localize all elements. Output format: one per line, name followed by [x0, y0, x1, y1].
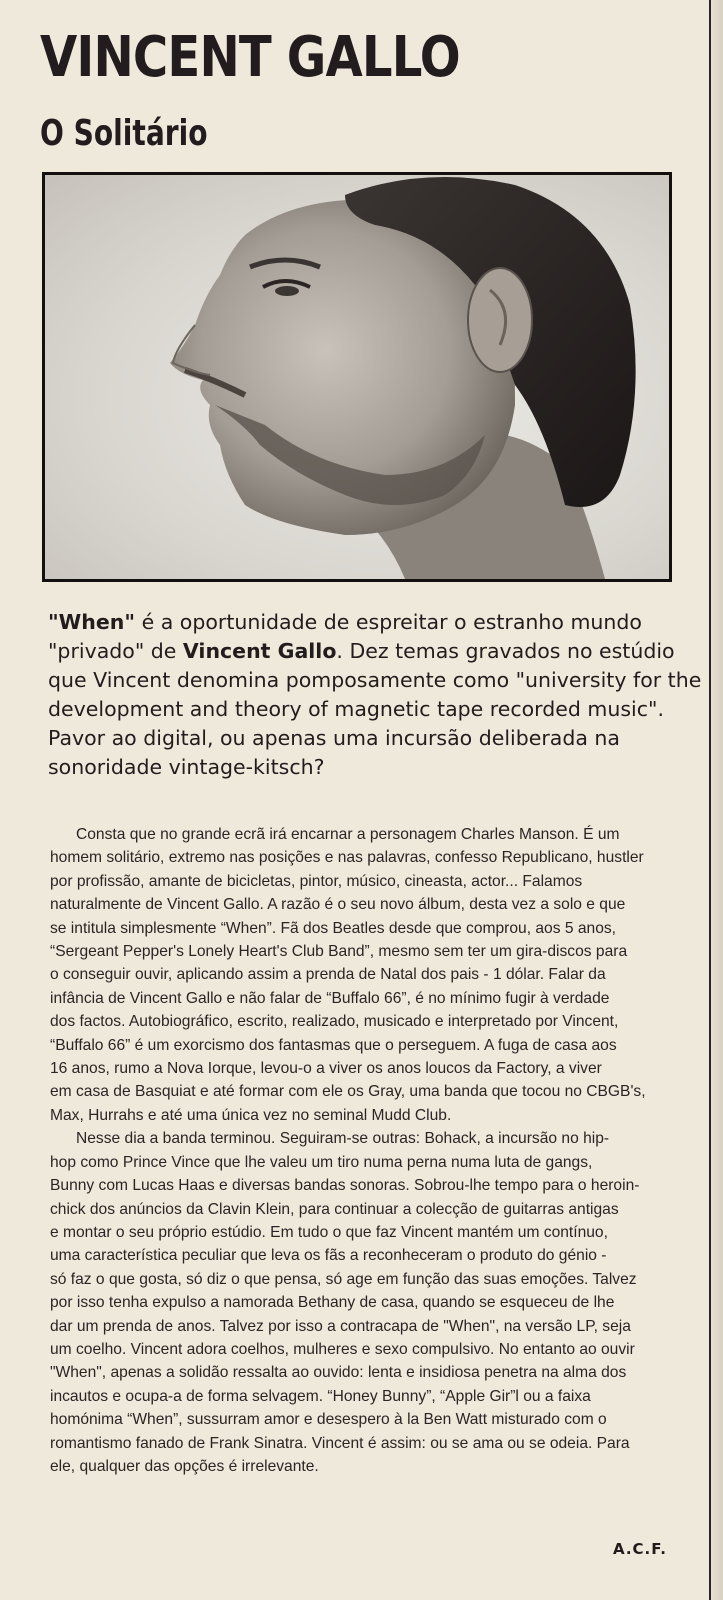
- body-line: "When", apenas a solidão ressalta ao ouvido: lenta e insidiosa penetra na alma dos: [50, 1364, 627, 1382]
- body-line: ele, qualquer das opções é irrelevante.: [50, 1457, 319, 1475]
- article-body: [50, 823, 685, 1478]
- body-line: dar um prenda de anos. Talvez por isso a contracapa de "When", na versão LP, seja: [50, 1317, 631, 1335]
- body-line: “Buffalo 66” é um exorcismo dos fantasmas que o perseguem. A fuga de casa aos: [50, 1036, 617, 1054]
- body-line: hop como Prince Vince que lhe valeu um tiro numa perna numa luta de gangs,: [50, 1153, 593, 1171]
- body-line: em casa de Basquiat e até formar com ele os Gray, uma banda que tocou no CBGB's,: [50, 1083, 646, 1101]
- lead-paragraph: [48, 608, 702, 782]
- body-line: se intitula simplesmente “When”. Fã dos Beatles desde que comprou, aos 5 anos,: [50, 919, 617, 937]
- body-line: um coelho. Vincent adora coelhos, mulheres e sexo compulsivo. No entanto ao ouvir: [50, 1340, 635, 1358]
- body-line: dos factos. Autobiográfico, escrito, realizado, musicado e interpretado por Vincent,: [50, 1013, 619, 1031]
- body-line: Max, Hurrahs e até uma única vez no seminal Mudd Club.: [50, 1106, 452, 1124]
- page-edge: [709, 0, 723, 1600]
- body-line: homónima “When”, sussurram amor e desespero à la Ben Watt misturado com o: [50, 1411, 607, 1429]
- body-line: incautos e ocupa-a de forma selvagem. “Honey Bunny”, “Apple Gir”l ou a faixa: [50, 1387, 591, 1405]
- lead-album-title: "When": [48, 610, 136, 634]
- body-line: Bunny com Lucas Haas e diversas bandas sonoras. Sobrou-lhe tempo para o heroin-: [50, 1177, 640, 1195]
- body-line: infância de Vincent Gallo e não falar de “Buffalo 66”, é no mínimo fugir à verdade: [50, 989, 610, 1007]
- body-line: o conseguir ouvir, aplicando assim a prenda de Natal dos pais - 1 dólar. Falar da: [50, 966, 606, 984]
- body-line: uma característica peculiar que leva os fãs a reconheceram o produto do génio -: [50, 1247, 607, 1265]
- body-line: chick dos anúncios da Clavin Klein, para continuar a colecção de guitarras antigas: [50, 1200, 619, 1218]
- article-title: VINCENT GALLO: [40, 25, 460, 90]
- lead-line: que Vincent denomina pomposamente como "university for the: [48, 668, 702, 692]
- body-line: só faz o que gosta, só diz o que pensa, só age em função das suas emoções. Talvez: [50, 1270, 637, 1288]
- lead-line: "privado" de Vincent Gallo. Dez temas gravados no estúdio: [48, 639, 675, 663]
- portrait-profile-illustration: [45, 175, 669, 579]
- body-line: e montar o seu próprio estúdio. Em tudo o que faz Vincent mantém um contínuo,: [50, 1223, 608, 1241]
- body-line: 16 anos, rumo a Nova Iorque, levou-o a viver os anos loucos da Factory, a viver: [50, 1060, 602, 1078]
- body-line: Nesse dia a banda terminou. Seguiram-se outras: Bohack, a incursão no hip-: [76, 1130, 610, 1148]
- body-line: romantismo fanado de Frank Sinatra. Vincent é assim: ou se ama ou se odeia. Para: [50, 1434, 630, 1452]
- body-line: “Sergeant Pepper's Lonely Heart's Club Band”, mesmo sem ter um gira-discos para: [50, 943, 628, 961]
- lead-artist-name: Vincent Gallo: [182, 639, 337, 663]
- lead-line: Pavor ao digital, ou apenas uma incursão deliberada na: [48, 726, 620, 750]
- body-line: por profissão, amante de bicicletas, pintor, músico, cineasta, actor... Falamos: [50, 872, 583, 890]
- body-line: naturalmente de Vincent Gallo. A razão é o seu novo álbum, desta vez a solo e que: [50, 896, 626, 914]
- lead-line: sonoridade vintage-kitsch?: [48, 755, 325, 779]
- author-signature: A.C.F.: [612, 1540, 667, 1558]
- body-line: Consta que no grande ecrã irá encarnar a personagem Charles Manson. É um: [76, 826, 620, 843]
- lead-line: development and theory of magnetic tape recorded music".: [48, 697, 664, 721]
- lead-line: "When" é a oportunidade de espreitar o estranho mundo: [48, 610, 642, 634]
- body-line: por isso tenha expulso a namorada Bethany de casa, quando se esqueceu de lhe: [50, 1294, 615, 1312]
- article-subtitle: O Solitário: [40, 113, 208, 154]
- portrait-photo: [42, 172, 672, 582]
- body-line: homem solitário, extremo nas posições e nas palavras, confesso Republicano, hustler: [50, 849, 644, 867]
